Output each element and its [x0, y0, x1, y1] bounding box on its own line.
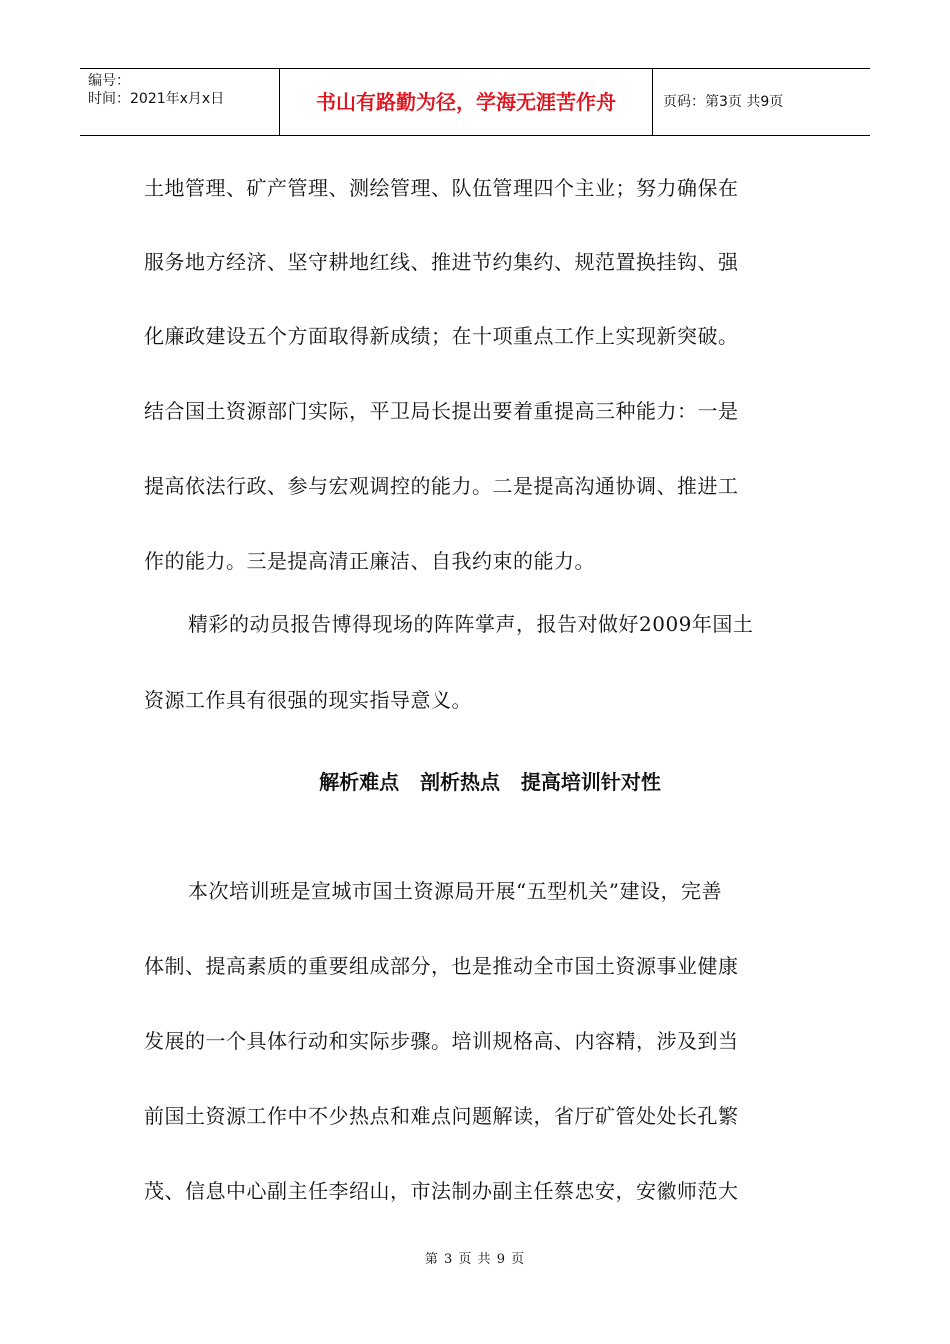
body-line: 化廉政建设五个方面取得新成绩；在十项重点工作上实现新突破。: [144, 324, 739, 348]
body-line: 提高依法行政、参与宏观调控的能力。二是提高沟通协调、推进工: [144, 474, 739, 498]
body-line: 茂、信息中心副主任李绍山，市法制办副主任蔡忠安，安徽师范大: [144, 1179, 739, 1203]
body-line: 精彩的动员报告博得现场的阵阵掌声，报告对做好2009年国土: [188, 612, 754, 636]
body-line: 服务地方经济、坚守耕地红线、推进节约集约、规范置换挂钩、强: [144, 250, 739, 274]
header-meta-cell: [80, 69, 280, 135]
body-line: 发展的一个具体行动和实际步骤。培训规格高、内容精，涉及到当: [144, 1029, 739, 1053]
body-line: 结合国土资源部门实际，平卫局长提出要着重提高三种能力：一是: [144, 399, 739, 423]
page-footer: 第 3 页 共 9 页: [424, 1252, 526, 1267]
section-heading: 解析难点 剖析热点 提高培训针对性: [319, 770, 661, 794]
header-motto: 书山有路勤为径，学海无涯苦作舟: [280, 69, 653, 135]
body-line: 土地管理、矿产管理、测绘管理、队伍管理四个主业；努力确保在: [144, 176, 739, 200]
body-line: 本次培训班是宣城市国土资源局开展“五型机关”建设，完善: [188, 879, 722, 903]
body-line: 体制、提高素质的重要组成部分，也是推动全市国土资源事业健康: [144, 954, 739, 978]
body-line: 资源工作具有很强的现实指导意义。: [144, 688, 472, 712]
document-date-label: 时间：2021年x月x日: [88, 91, 225, 107]
document-number-label: 编号：: [88, 73, 130, 89]
page-header: [80, 68, 870, 136]
header-page-info: 页码：第3页 共9页: [663, 94, 784, 110]
body-line: 前国土资源工作中不少热点和难点问题解读，省厅矿管处处长孔繁: [144, 1104, 739, 1128]
body-line: 作的能力。三是提高清正廉洁、自我约束的能力。: [144, 549, 595, 573]
